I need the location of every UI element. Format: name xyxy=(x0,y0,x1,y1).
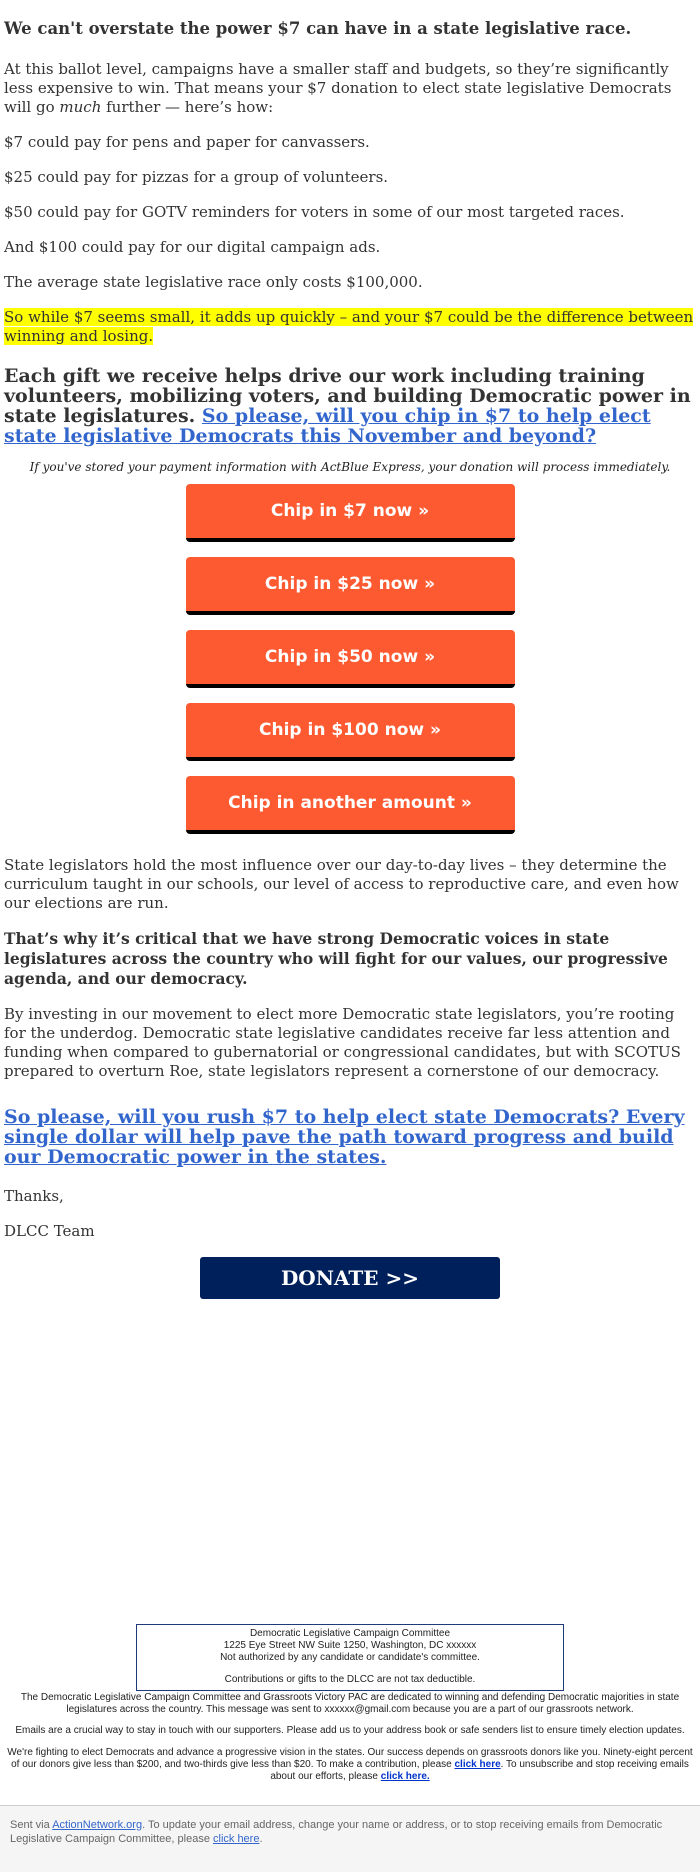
signoff-team: DLCC Team xyxy=(4,1222,95,1240)
donate-button[interactable]: DONATE >> xyxy=(200,1257,500,1299)
amount-item-100: And $100 could pay for our digital campaign ads. xyxy=(4,238,381,256)
footer-dedicated: The Democratic Legislative Campaign Committee and Grassroots Victory PAC are dedicated to winning and defending Democratic majorities in state legislatures across the country. This message was sent to xxxxxx@gmail.com because you are a part of our grassroots network. xyxy=(20,1692,680,1715)
average-cost: The average state legislative race only costs $100,000. xyxy=(4,273,423,291)
investing-paragraph: By investing in our movement to elect more Democratic state legislators, you’re rooting for the underdog. Democratic state legislative candidates receive far less attention and funding when compared to gubernatorial or congressional candidates, but with SCOTUS prepared to overturn Roe, state legislators represent a cornerstone of our democracy. xyxy=(4,1005,681,1080)
chip-in-ask-link[interactable]: So please, will you chip in $7 to help elect state legislative Democrats this November and beyond? xyxy=(4,405,651,447)
update-preferences-link[interactable]: click here xyxy=(213,1833,260,1845)
footer-address-box xyxy=(136,1624,564,1691)
gift-heading: Each gift we receive helps drive our work including training volunteers, mobilizing voters, and building Democratic power in state legislatures. So please, will you chip in $7 to help elect state legislative Democrats this November and beyond? xyxy=(4,365,691,447)
footer-fighting: We're fighting to elect Democrats and advance a progressive vision in the states. Our success depends on grassroots donors like you. Ninety-eight percent of our donors give less than $200, and two-thirds give less than $20. To make a contribution, please click here. To unsubscribe and stop receiving emails about our efforts, please click here. xyxy=(7,1747,693,1782)
influence-paragraph: State legislators hold the most influence over our day-to-day lives – they determine the curriculum taught in our schools, our level of access to reproductive care, and even how our elections are run. xyxy=(4,856,679,912)
amount-item-25: $25 could pay for pizzas for a group of volunteers. xyxy=(4,168,389,186)
highlight-text: So while $7 seems small, it adds up quickly – and your $7 could be the difference between winning and losing. xyxy=(4,308,694,345)
intro-heading: We can't overstate the power $7 can have in a state legislative race. xyxy=(4,19,632,38)
footer-org: Democratic Legislative Campaign Committee xyxy=(249,1628,451,1639)
action-network-link[interactable]: ActionNetwork.org xyxy=(52,1819,143,1831)
signoff-thanks: Thanks, xyxy=(4,1187,64,1205)
footer-not-deductible: Contributions or gifts to the DLCC are not tax deductible. xyxy=(224,1674,476,1685)
rush-ask-link[interactable]: So please, will you rush $7 to help elect state Democrats? Every single dollar will help pave the path toward progress and build our Democratic power in the states. xyxy=(4,1106,685,1168)
footer-not-authorized: Not authorized by any candidate or candidate's committee. xyxy=(220,1652,480,1663)
chip-in-25-button[interactable]: Chip in $25 now » xyxy=(186,557,515,615)
chip-in-50-button[interactable]: Chip in $50 now » xyxy=(186,630,515,688)
actblue-note: If you've stored your payment information with ActBlue Express, your donation will process immediately. xyxy=(29,460,671,474)
amount-item-50: $50 could pay for GOTV reminders for voters in some of our most targeted races. xyxy=(4,203,625,221)
critical-paragraph: That’s why it’s critical that we have strong Democratic voices in state legislatures across the country who will fight for our values, our progressive agenda, and our democracy. xyxy=(4,929,668,988)
sent-via-bar: Sent via ActionNetwork.org. To update your email address, change your name or address, or to stop receiving emails from Democratic Legislative Campaign Committee, please click here. xyxy=(0,1805,700,1872)
footer-address: 1225 Eye Street NW Suite 1250, Washington, DC xxxxxx xyxy=(223,1640,477,1651)
rush-ask xyxy=(4,1107,696,1167)
unsubscribe-link[interactable]: click here. xyxy=(380,1771,430,1782)
highlighted-paragraph xyxy=(4,308,696,346)
chip-buttons xyxy=(4,484,696,849)
chip-in-7-button[interactable]: Chip in $7 now » xyxy=(186,484,515,542)
intro-paragraph: At this ballot level, campaigns have a smaller staff and budgets, so they’re significantly less expensive to win. That means your $7 donation to elect state legislative Democrats will go much further — here’s how: xyxy=(4,60,672,116)
footer-emails-crucial: Emails are a crucial way to stay in touch with our supporters. Please add us to your address book or safe senders list to ensure timely election updates. xyxy=(15,1725,685,1736)
chip-in-100-button[interactable]: Chip in $100 now » xyxy=(186,703,515,761)
amount-item-7: $7 could pay for pens and paper for canvassers. xyxy=(4,133,370,151)
chip-in-other-button[interactable]: Chip in another amount » xyxy=(186,776,515,834)
contribute-link[interactable]: click here xyxy=(454,1759,501,1770)
